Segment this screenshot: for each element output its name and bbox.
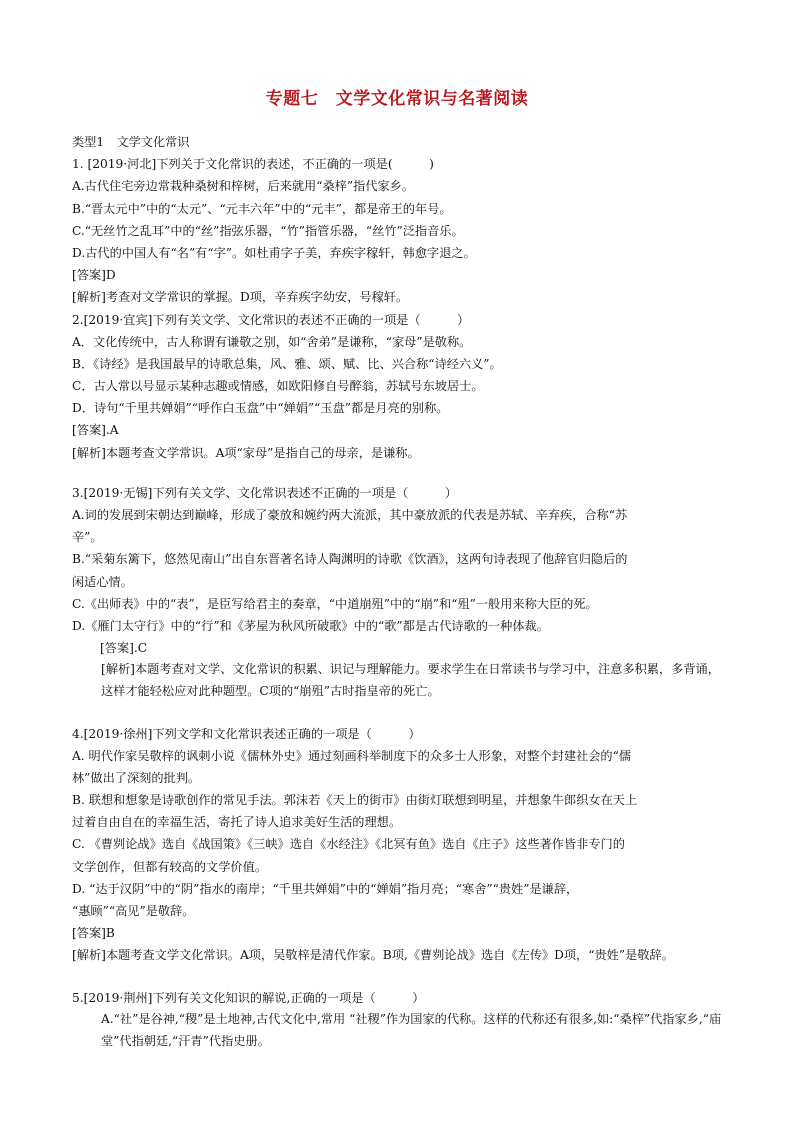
answer: [答案]D [72,268,116,283]
document-body [72,131,732,1052]
option-d-cont: “惠顾”“高见”是敬辞。 [72,904,195,918]
option-b: B．《诗经》是我国最早的诗歌总集，风、雅、颂、赋、比、兴合称“诗经六义”。 [72,356,502,371]
question-stem: 5.[2019·荆州]下列有关文化知识的解说,正确的一项是（ ） [72,990,425,1005]
option-b: B.“采菊东篱下，悠然见南山”出自东晋著名诗人陶渊明的诗歌《饮酒》，这两句诗表现了他辞官归隐后的 [72,552,628,567]
option-a: A.“社”是谷神,“稷”是土地神,古代文化中,常用 “社稷”作为国家的代称。这样的代称还有很多,如:“桑梓”代指家乡,“庙堂”代指朝廷,“汗青”代指史册。 [101,1012,722,1048]
question-1 [72,153,732,308]
option-c-cont: 文学创作，但都有较高的文学价值。 [72,859,267,874]
option-d: D.《雁门太守行》中的“行”和《茅屋为秋风所破歌》中的“歌”都是古代诗歌的一种体裁。 [72,618,549,633]
analysis: [解析]本题考查对文学、文化常识的积累、识记与理解能力。要求学生在日常读书与学习中，注意多积累，多背诵，这样才能轻松应对此种题型。C项的“崩殂”古时指皇帝的死亡。 [101,662,720,698]
analysis: [解析]本题考查文学常识。A项“家母”是指自己的母亲，是谦称。 [72,445,420,460]
option-a: A.古代住宅旁边常栽种桑树和梓树，后来就用“桑梓”指代家乡。 [72,179,415,194]
analysis: [解析]本题考查文学文化常识。A项，吴敬梓是清代作家。B项,《曹刿论战》选自《左传》D项，“贵姓”是敬辞。 [72,948,674,963]
option-a: A.词的发展到宋朝达到巅峰，形成了豪放和婉约两大流派，其中豪放派的代表是苏轼、辛弃疾，合称“苏 [72,508,628,522]
question-2 [72,309,732,464]
section-heading: 类型1 文学文化常识 [72,135,190,149]
question-stem: 2.[2019·宜宾]下列有关文学、文化常识的表述不正确的一项是（ ） [72,312,470,327]
option-a-cont: 林”做出了深刻的批判。 [72,770,201,785]
option-b: B. 联想和想象是诗歌创作的常见手法。郭沫若《天上的街市》由街灯联想到明星，并想象牛郎织女在天上 [72,793,638,808]
option-c: C．古人常以号显示某种志趣或情感，如欧阳修自号醉翁，苏轼号东坡居士。 [72,379,484,394]
option-b-cont: 过着自由自在的幸福生活，寄托了诗人追求美好生活的理想。 [72,815,402,830]
option-a: A. 明代作家吴敬梓的讽刺小说《儒林外史》通过刻画科举制度下的众多士人形象，对整个封建社会的“儒 [72,748,632,763]
question-4 [72,723,732,967]
option-d: D.古代的中国人有“名”有“字”。如杜甫字子美，弃疾字稼轩，韩愈字退之。 [72,245,476,260]
option-a: A．文化传统中，古人称谓有谦敬之别，如“舍弟”是谦称，“家母”是敬称。 [72,334,472,349]
page-title: 专题七 文学文化常识与名著阅读 [265,89,529,109]
question-stem: 3.[2019·无锡]下列有关文学、文化常识表述不正确的一项是（ ） [72,485,458,500]
option-d: D. “达于汉阴”中的“阴”指水的南岸；“千里共婵娟”中的“婵娟”指月亮；“寒舍”“贵姓”是谦辞， [72,881,579,896]
question-3 [72,482,732,703]
question-5 [72,987,732,1052]
option-d: D．诗句“千里共婵娟”“呼作白玉盘”中“婵娟”“玉盘”都是月亮的别称。 [72,401,449,416]
option-a-cont: 辛”。 [72,530,103,545]
answer: [答案].C [100,641,148,656]
answer: [答案].A [72,423,119,438]
option-c: C. 《曹刿论战》选自《战国策》《三峡》选自《水经注》《北冥有鱼》选自《庄子》这些著作皆非专门的 [72,837,625,852]
option-b: B.“晋太元中”中的“太元”、“元丰六年”中的“元丰”，都是帝王的年号。 [72,201,452,216]
option-c: C.“无丝竹之乱耳”中的“丝”指弦乐器，“竹”指管乐器，“丝竹”泛指音乐。 [72,223,464,238]
option-c: C.《出师表》中的“表”，是臣写给君主的奏章，“中道崩殂”中的“崩”和“殂”一般用来称大臣的死。 [72,596,598,611]
option-b-cont: 闲适心情。 [72,574,133,589]
question-stem: 1. [2019·河北]下列关于文化常识的表述，不正确的一项是( ) [72,157,434,172]
analysis: [解析]考查对文学常识的掌握。D项，辛弃疾字幼安，号稼轩。 [72,290,409,305]
question-stem: 4.[2019·徐州]下列文学和文化常识表述正确的一项是（ ） [72,726,421,741]
answer: [答案]B [72,926,115,941]
